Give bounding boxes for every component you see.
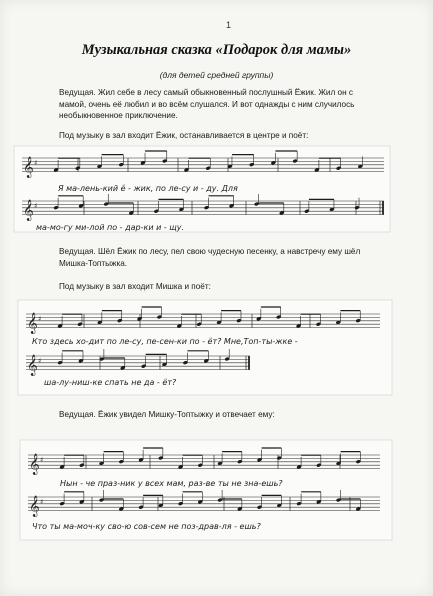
lyrics-line-3: Кто здесь хо-дит по ле-су, пе-сен-ки по - ёт? Мне,Топ-ты-жке - <box>32 337 298 346</box>
narrator-paragraph-1: Ведущая. Жил себе в лесу самый обыкновенный послушный Ёжик. Жил он с мамой, очень её любил и во всём слушался. И вот однажды с ним случилось необыкновенное приключение. <box>59 88 355 120</box>
sharp-sign: ♯ <box>34 159 38 167</box>
treble-clef: 𝄞 <box>29 496 40 517</box>
lyrics-line-1: Я ма-лень-кий ё - жик, по ле-су и - ду. Для <box>58 184 238 193</box>
treble-clef: 𝄞 <box>29 454 40 475</box>
sharp-sign: ♯ <box>38 357 42 365</box>
page-title: Музыкальная сказка «Подарок для мамы» <box>81 42 352 58</box>
lyrics-line-4: ша-лу-ниш-ке спать не да - ёт? <box>44 378 177 387</box>
sharp-sign: ♯ <box>34 202 38 210</box>
lyrics-line-2: ма-мо-гу ми-лой по - дар-ки и - щу. <box>36 223 185 232</box>
sharp-sign: ♯ <box>38 315 42 323</box>
sharp-sign: ♯ <box>40 498 44 506</box>
treble-clef: 𝄞 <box>23 157 34 178</box>
stage-direction-2: Под музыку в зал входит Мишка и поёт: <box>59 282 211 291</box>
sharp-sign: ♯ <box>40 456 44 464</box>
stage-direction-1: Под музыку в зал входит Ёжик, останавливается в центре и поёт: <box>59 131 309 140</box>
lyrics-line-5: Нын - че праз-ник у всех мам, раз-ве ты не зна-ешь? <box>60 479 283 488</box>
treble-clef: 𝄞 <box>27 355 38 376</box>
treble-clef: 𝄞 <box>27 313 38 334</box>
narrator-paragraph-2: Ведущая. Шёл Ёжик по лесу, пел свою чудесную песенку, а навстречу ему шёл Мишка-Топтыжка. <box>59 247 361 268</box>
page-subtitle: (для детей средней группы) <box>159 70 274 80</box>
page-number: 1 <box>226 20 232 30</box>
narrator-paragraph-3: Ведущая. Ёжик увидел Мишку-Топтыжку и отвечает ему: <box>59 410 275 419</box>
treble-clef: 𝄞 <box>23 200 34 221</box>
lyrics-line-6: Что ты ма-моч-ку сво-ю сов-сем не поз-драв-ля - ешь? <box>32 522 261 531</box>
